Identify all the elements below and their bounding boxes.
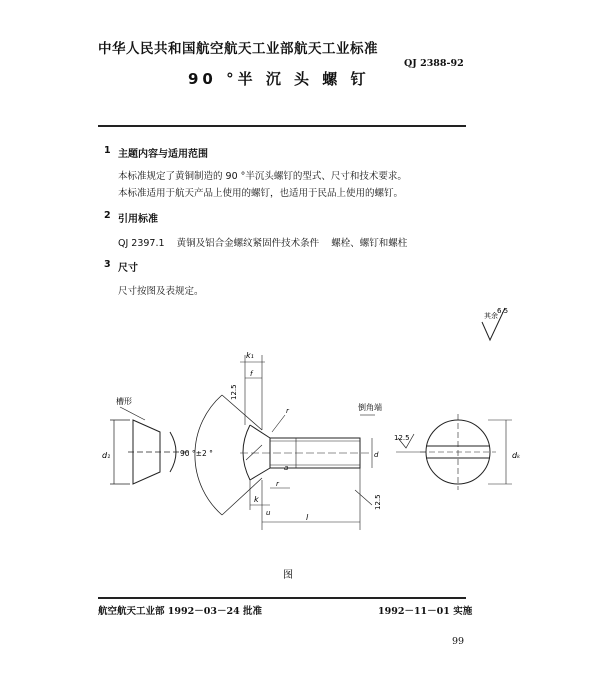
a-label: a [284,464,289,472]
section-2-heading: 引用标准 [118,214,158,225]
section-1-line-2: 本标准适用于航天产品上使用的螺钉，也适用于民品上使用的螺钉。 [118,188,404,199]
section-1-number: 1 [104,145,111,156]
footer-divider [98,597,466,599]
section-2-number: 2 [104,210,111,221]
section-2-line-1: QJ 2397.1 黄铜及铝合金螺纹紧固件技术条件 螺栓、螺钉和螺柱 [118,238,408,249]
screw-head-dome [243,425,250,480]
r-label: r [286,407,289,415]
screw-head-cone [250,425,270,480]
d-label: d [374,451,379,459]
figure-caption: 图 [283,570,293,581]
section-3-heading: 尺寸 [118,263,138,274]
rough-bottom-label: 12.5 [374,494,382,510]
rough-left-label: 12.5 [230,384,238,400]
section-3-line-1: 尺寸按图及表规定。 [118,286,204,297]
roughness-value: 6.5 [497,307,509,315]
r-small-label: r [276,480,279,488]
k1-label: k₁ [246,351,254,360]
dk-right-label: dₖ [512,451,521,460]
rough-right-label: 12.5 [394,434,410,442]
l-label: l [306,513,309,522]
effective-date: 1992－11－01 实施 [378,606,473,617]
issuing-organization: 中华人民共和国航空航天工业部航天工业标准 [98,41,378,57]
d1-label: d₁ [102,451,111,460]
angle-label: 90 °±2 ° [180,449,213,458]
roughness-note: 其余 [484,312,498,320]
section-1-heading: 主题内容与适用范围 [118,149,208,160]
approval-date: 航空航天工业部 1992－03－24 批准 [98,606,262,617]
standard-code: QJ 2388-92 [404,58,464,69]
u-label: u [266,509,271,517]
document-title: 90 °半 沉 头 螺 钉 [188,70,370,88]
k-label: k [254,495,259,504]
f-label: f [250,370,253,378]
slot-label: 槽形 [116,397,132,406]
chamfer-label: 倒角端 [358,403,382,412]
section-3-number: 3 [104,259,111,270]
page-number: 99 [452,636,465,647]
section-1-line-1: 本标准规定了黄铜制造的 90 °半沉头螺钉的型式、尺寸和技术要求。 [118,171,407,182]
